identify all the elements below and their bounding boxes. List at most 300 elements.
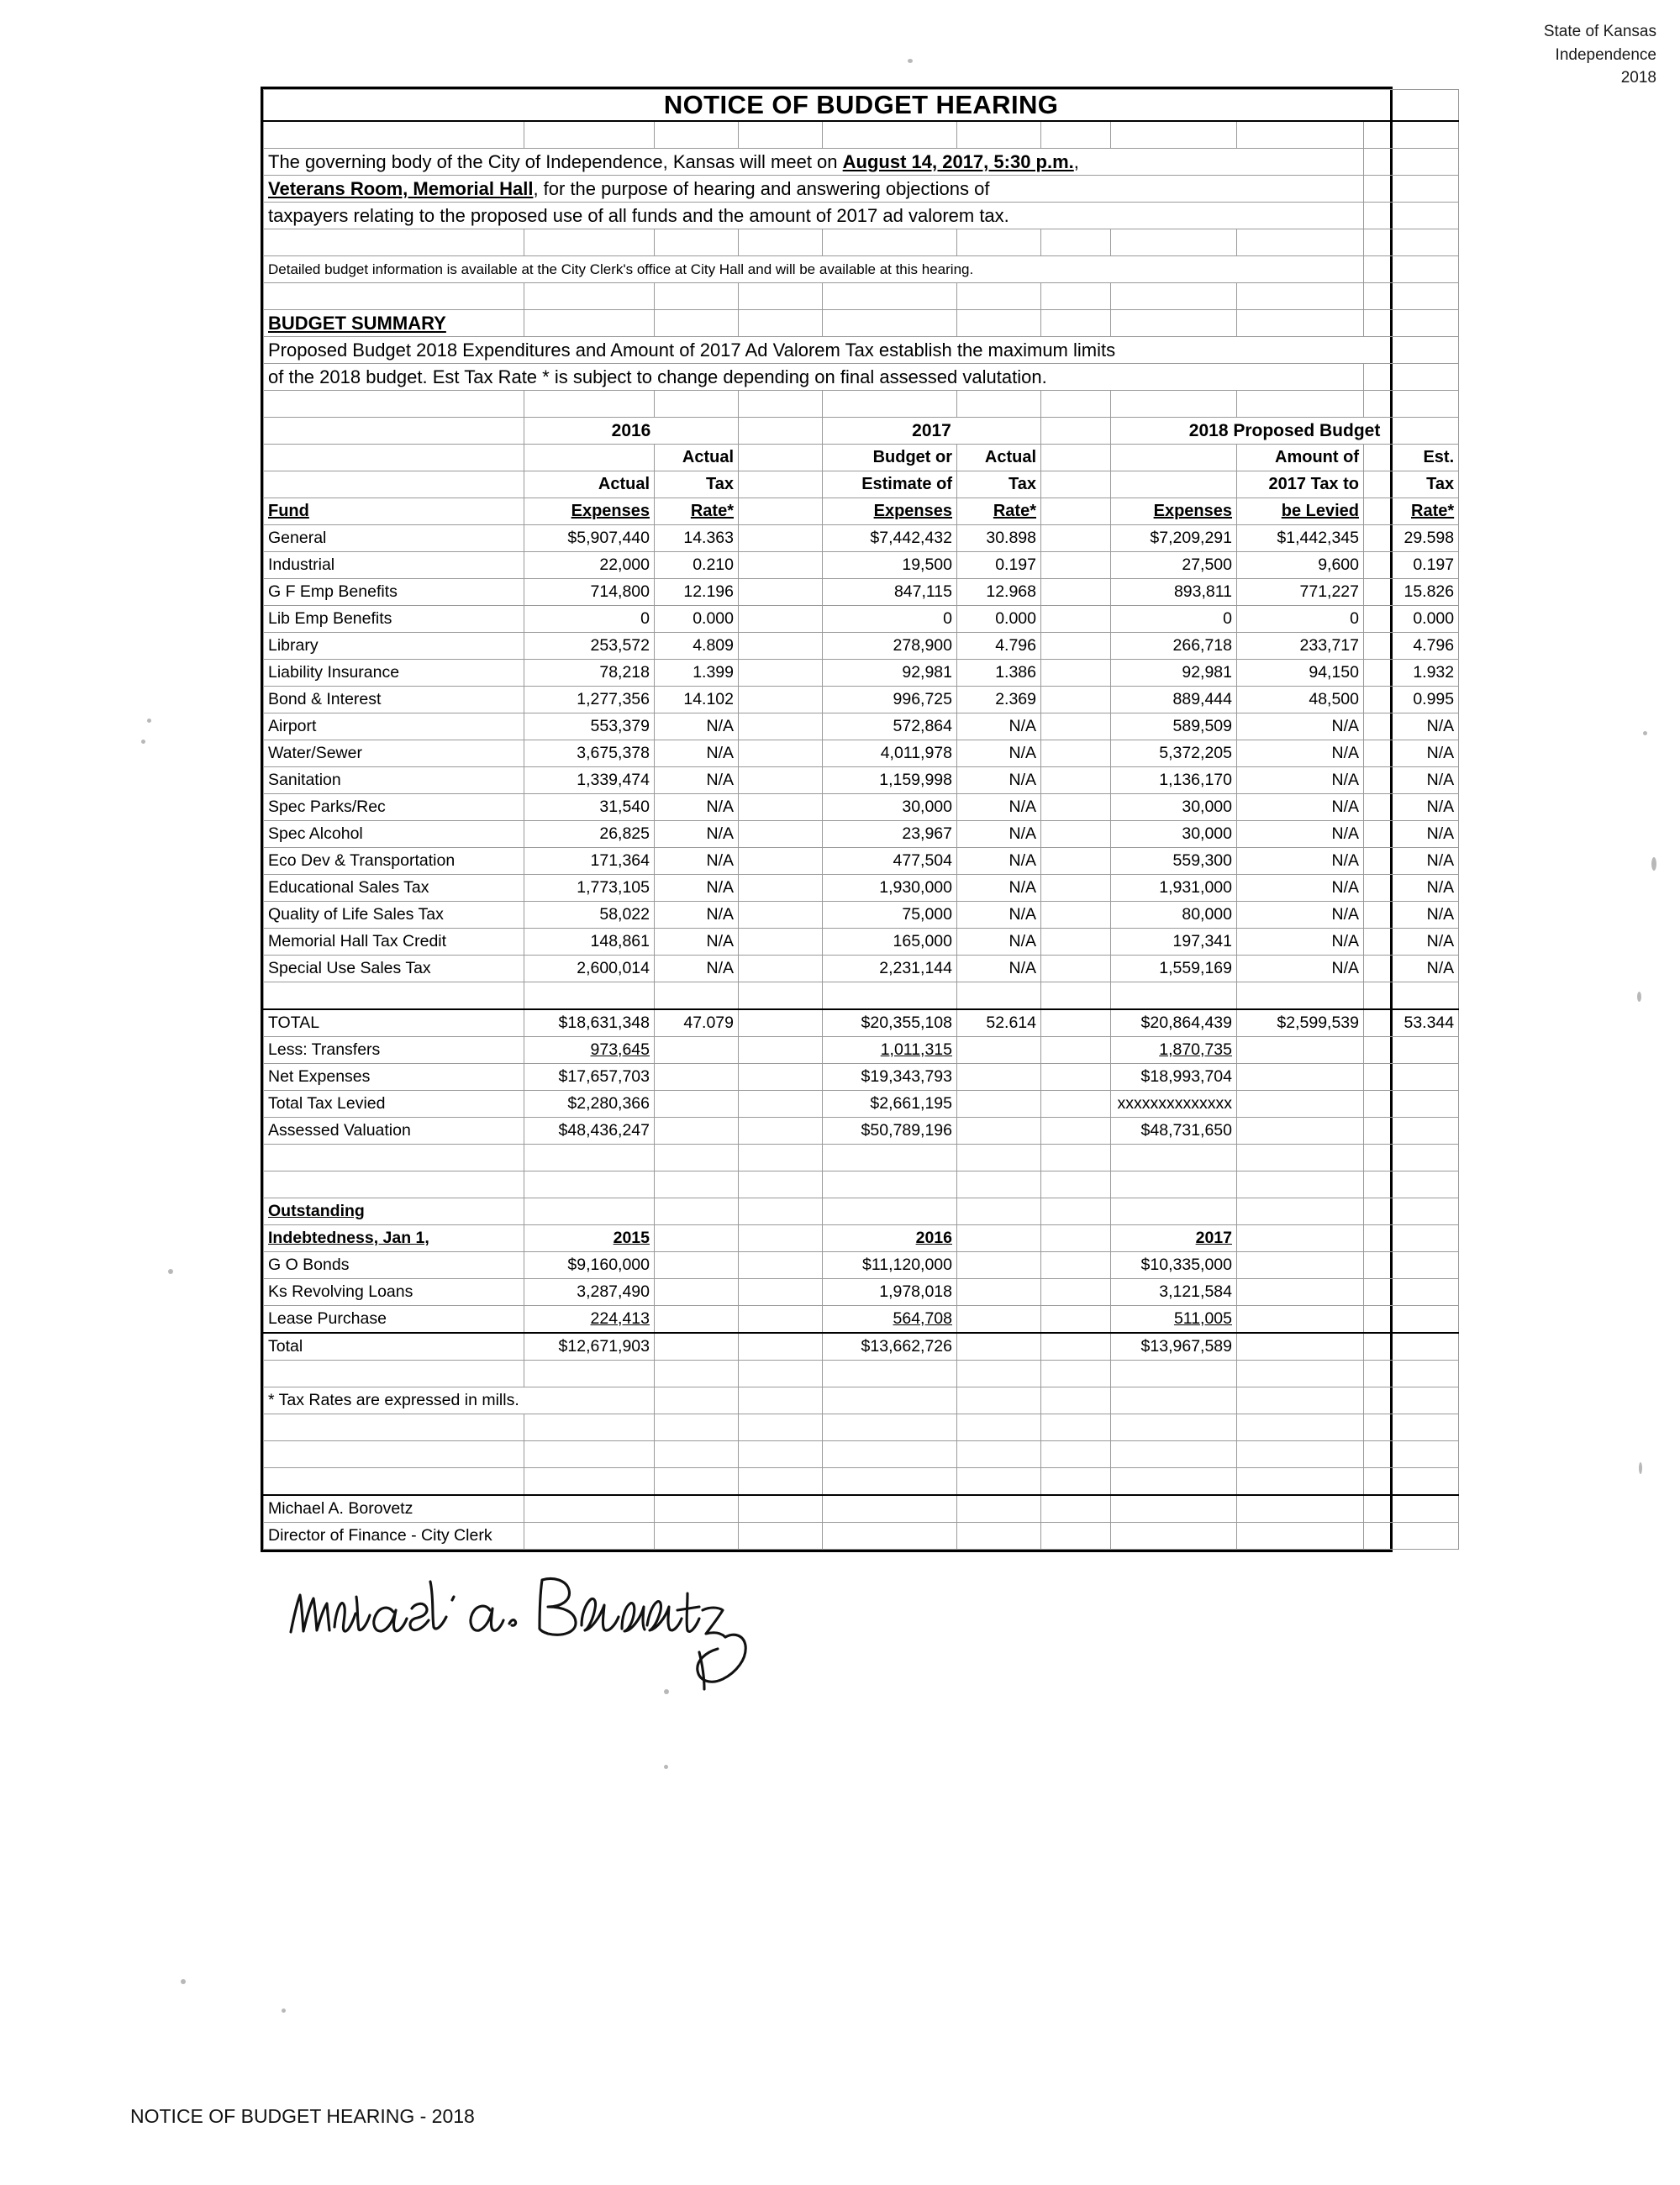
notice-suffix: , [1073, 150, 1079, 172]
cell-blank [1041, 794, 1111, 821]
cell-blank [524, 1145, 655, 1171]
cell-blank [655, 1523, 739, 1550]
cell-blank [264, 1171, 524, 1198]
group-header-2016: 2016 [524, 418, 739, 445]
footnote-row [264, 1387, 1459, 1414]
group-header-2017: 2017 [823, 418, 1041, 445]
totals-2017-expenses: $20,355,108 [823, 1009, 957, 1037]
cell-blank [739, 1009, 823, 1037]
fund-2017-expenses: 165,000 [823, 929, 957, 956]
cell-blank [264, 445, 524, 471]
cell-blank [1041, 956, 1111, 982]
fund-name: G F Emp Benefits [264, 579, 524, 606]
cell-blank [1237, 1252, 1364, 1279]
cell-blank [1041, 1333, 1111, 1361]
budget-summary-line-2-row [264, 364, 1459, 391]
cell-blank [1237, 1361, 1364, 1387]
budget-summary-heading-row [264, 310, 1459, 337]
cell-blank [957, 982, 1041, 1010]
fund-2017-expenses: 477,504 [823, 848, 957, 875]
totals-2018-expenses: $48,731,650 [1111, 1118, 1237, 1145]
signer-name-row [264, 1495, 1459, 1523]
fund-name: Airport [264, 713, 524, 740]
cell-blank [1364, 1333, 1459, 1361]
fund-name: Eco Dev & Transportation [264, 848, 524, 875]
fund-2018-expenses: 92,981 [1111, 660, 1237, 687]
cell-blank [1237, 1387, 1364, 1414]
header-levy-l1: Amount of [1237, 445, 1364, 471]
cell-blank [1041, 1198, 1111, 1225]
cell-blank [957, 1198, 1041, 1225]
cell-blank [739, 1198, 823, 1225]
fund-amount-to-be-levied: 771,227 [1237, 579, 1364, 606]
cell-blank [957, 121, 1041, 149]
cell-blank [1041, 229, 1111, 256]
spacer-row [264, 1145, 1459, 1171]
fund-2017-tax-rate: N/A [957, 713, 1041, 740]
cell-blank [264, 1361, 524, 1387]
fund-amount-to-be-levied: N/A [1237, 902, 1364, 929]
fund-2016-expenses: 31,540 [524, 794, 655, 821]
cell-blank [1111, 391, 1237, 418]
table-row [264, 929, 1459, 956]
fund-2016-expenses: 553,379 [524, 713, 655, 740]
cell-blank [1111, 1145, 1237, 1171]
header-2018-rate: Rate* [1364, 498, 1459, 525]
cell-blank [1041, 1145, 1111, 1171]
cell-blank [524, 1468, 655, 1496]
cell-blank [655, 1306, 739, 1334]
column-header-row-2 [264, 471, 1459, 498]
notice-line-1-row [264, 149, 1459, 176]
fund-name: Sanitation [264, 767, 524, 794]
fund-2018-tax-rate: N/A [1364, 740, 1459, 767]
notice-line-3-row [264, 203, 1459, 229]
scan-speckle [664, 1765, 668, 1769]
cell-blank [524, 229, 655, 256]
totals-2018-expenses: 1,870,735 [1111, 1037, 1237, 1064]
budget-notice-table [263, 89, 1459, 1550]
totals-2018-tax-rate [1364, 1064, 1459, 1091]
cell-blank [1111, 1387, 1237, 1414]
fund-2018-expenses: 893,811 [1111, 579, 1237, 606]
fund-2017-expenses: 23,967 [823, 821, 957, 848]
cell-blank [1364, 391, 1459, 418]
fund-2017-expenses: 278,900 [823, 633, 957, 660]
spacer-row [264, 229, 1459, 256]
cell-blank [739, 929, 823, 956]
cell-blank [1041, 1171, 1111, 1198]
cell-blank [1041, 121, 1111, 149]
cell-blank [524, 283, 655, 310]
fund-amount-to-be-levied: 48,500 [1237, 687, 1364, 713]
cell-blank [1041, 445, 1111, 471]
fund-name: Educational Sales Tax [264, 875, 524, 902]
page-title: NOTICE OF BUDGET HEARING [264, 90, 1459, 122]
cell-blank [1041, 1306, 1111, 1334]
table-row [264, 552, 1459, 579]
cell-blank [739, 1523, 823, 1550]
totals-group [264, 1009, 1459, 1145]
fund-amount-to-be-levied: N/A [1237, 821, 1364, 848]
fund-2018-expenses: 1,559,169 [1111, 956, 1237, 982]
cell-blank [655, 310, 739, 337]
cell-blank [739, 1064, 823, 1091]
cell-blank [1364, 1198, 1459, 1225]
cell-blank [524, 310, 655, 337]
cell-blank [1111, 1441, 1237, 1468]
totals-2016-tax-rate [655, 1037, 739, 1064]
cell-blank [739, 418, 823, 445]
fund-2017-tax-rate: N/A [957, 794, 1041, 821]
fund-2018-expenses: 589,509 [1111, 713, 1237, 740]
fund-2016-expenses: 26,825 [524, 821, 655, 848]
handwritten-signature [286, 1545, 756, 1692]
cell-blank [1364, 1387, 1459, 1414]
cell-blank [264, 229, 524, 256]
cell-blank [823, 283, 957, 310]
totals-2018-expenses: xxxxxxxxxxxxxx [1111, 1091, 1237, 1118]
cell-blank [1237, 1495, 1364, 1523]
budget-summary-line-2: of the 2018 budget. Est Tax Rate * is subject to change depending on final assessed valutation. [264, 364, 1364, 391]
header-2016-rate-l2: Tax [655, 471, 739, 498]
totals-label: TOTAL [264, 1009, 524, 1037]
totals-2017-tax-rate [957, 1091, 1041, 1118]
cell-blank [1111, 1495, 1237, 1523]
cell-blank [1041, 1468, 1111, 1496]
cell-blank [957, 1414, 1041, 1441]
totals-2017-tax-rate [957, 1064, 1041, 1091]
cell-blank [739, 1468, 823, 1496]
cell-blank [739, 525, 823, 552]
cell-blank [264, 121, 524, 149]
scan-speckle [1651, 857, 1656, 871]
header-2017-rate-l2: Tax [957, 471, 1041, 498]
cell-blank [739, 794, 823, 821]
cell-blank [1041, 1414, 1111, 1441]
totals-2017-expenses: $50,789,196 [823, 1118, 957, 1145]
cell-blank [1111, 1468, 1237, 1496]
fund-2016-expenses: 1,277,356 [524, 687, 655, 713]
cell-blank [1111, 982, 1237, 1010]
cell-blank [1041, 633, 1111, 660]
scan-speckle [1643, 731, 1647, 735]
fund-2016-tax-rate: 0.210 [655, 552, 739, 579]
fund-2016-expenses: 1,339,474 [524, 767, 655, 794]
totals-2017-tax-rate [957, 1118, 1041, 1145]
indebtedness-2015-value: $12,671,903 [524, 1333, 655, 1361]
fund-2018-tax-rate: N/A [1364, 956, 1459, 982]
title-row [264, 90, 1459, 122]
cell-blank [524, 391, 655, 418]
cell-blank [1364, 229, 1459, 256]
indebtedness-2016-value: 564,708 [823, 1306, 957, 1334]
cell-blank [1041, 310, 1111, 337]
totals-label: Assessed Valuation [264, 1118, 524, 1145]
fund-2017-tax-rate: 12.968 [957, 579, 1041, 606]
header-2016-expenses: Expenses [524, 498, 655, 525]
fund-2016-tax-rate: N/A [655, 875, 739, 902]
cell-blank [1111, 310, 1237, 337]
fund-2016-expenses: 78,218 [524, 660, 655, 687]
cell-blank [655, 1225, 739, 1252]
cell-blank [1111, 1198, 1237, 1225]
cell-blank [1041, 498, 1111, 525]
fund-2017-expenses: 1,930,000 [823, 875, 957, 902]
cell-blank [524, 1495, 655, 1523]
fund-2017-tax-rate: N/A [957, 767, 1041, 794]
fund-2018-expenses: 889,444 [1111, 687, 1237, 713]
indebtedness-year-2015: 2015 [524, 1225, 655, 1252]
totals-2018-tax-rate [1364, 1037, 1459, 1064]
table-row [264, 713, 1459, 740]
fund-2018-tax-rate: N/A [1364, 848, 1459, 875]
cell-blank [1364, 203, 1459, 229]
cell-blank [1041, 391, 1111, 418]
totals-2017-expenses: $19,343,793 [823, 1064, 957, 1091]
cell-blank [655, 1171, 739, 1198]
cell-blank [1364, 1225, 1459, 1252]
cell-blank [1364, 1414, 1459, 1441]
cell-blank [1364, 1306, 1459, 1334]
fund-2018-tax-rate: 1.932 [1364, 660, 1459, 687]
fund-2018-expenses: 1,136,170 [1111, 767, 1237, 794]
cell-blank [739, 1145, 823, 1171]
totals-row [264, 1091, 1459, 1118]
cell-blank [524, 1171, 655, 1198]
fund-name: General [264, 525, 524, 552]
indebtedness-2016-value: $13,662,726 [823, 1333, 957, 1361]
signer-title: Director of Finance - City Clerk [264, 1523, 524, 1550]
cell-blank [655, 982, 739, 1010]
cell-blank [1237, 1441, 1364, 1468]
fund-name: Library [264, 633, 524, 660]
fund-2016-tax-rate: N/A [655, 848, 739, 875]
indebtedness-row [264, 1279, 1459, 1306]
cell-blank [264, 471, 524, 498]
cell-blank [1237, 1523, 1364, 1550]
indebtedness-label: Indebtedness, Jan 1, [264, 1225, 524, 1252]
fund-2018-expenses: 30,000 [1111, 794, 1237, 821]
cell-blank [823, 1441, 957, 1468]
fund-2018-expenses: 0 [1111, 606, 1237, 633]
cell-blank [823, 1171, 957, 1198]
cell-blank [524, 1414, 655, 1441]
cell-blank [823, 1361, 957, 1387]
fund-amount-to-be-levied: N/A [1237, 929, 1364, 956]
cell-blank [957, 1361, 1041, 1387]
fund-2018-expenses: 80,000 [1111, 902, 1237, 929]
fund-2017-expenses: 75,000 [823, 902, 957, 929]
cell-blank [1364, 1468, 1459, 1496]
cell-blank [1111, 283, 1237, 310]
table-row [264, 633, 1459, 660]
fund-2017-tax-rate: N/A [957, 740, 1041, 767]
fund-2016-tax-rate: 4.809 [655, 633, 739, 660]
fund-amount-to-be-levied: N/A [1237, 956, 1364, 982]
table-row [264, 579, 1459, 606]
fund-2018-tax-rate: N/A [1364, 794, 1459, 821]
fund-2017-tax-rate: 0.197 [957, 552, 1041, 579]
totals-2018-tax-rate [1364, 1091, 1459, 1118]
indebtedness-row [264, 1333, 1459, 1361]
cell-blank [524, 1523, 655, 1550]
fund-amount-to-be-levied: N/A [1237, 794, 1364, 821]
fund-2017-tax-rate: N/A [957, 929, 1041, 956]
scan-speckle [141, 740, 145, 744]
cell-blank [739, 767, 823, 794]
spacer-row [264, 1171, 1459, 1198]
cell-blank [1111, 1523, 1237, 1550]
indebtedness-2017-value: 3,121,584 [1111, 1279, 1237, 1306]
fund-2016-expenses: 148,861 [524, 929, 655, 956]
cell-blank [739, 982, 823, 1010]
fund-amount-to-be-levied: N/A [1237, 875, 1364, 902]
budget-summary-line-1-row [264, 337, 1459, 364]
totals-2016-expenses: 973,645 [524, 1037, 655, 1064]
totals-2017-expenses: 1,011,315 [823, 1037, 957, 1064]
cell-blank [957, 1279, 1041, 1306]
cell-blank [739, 121, 823, 149]
notice-line-1 [264, 149, 1364, 176]
cell-blank [1237, 1279, 1364, 1306]
cell-blank [739, 1306, 823, 1334]
fund-2016-tax-rate: N/A [655, 821, 739, 848]
fund-2018-tax-rate: N/A [1364, 929, 1459, 956]
budget-summary-heading: BUDGET SUMMARY [264, 310, 524, 337]
fund-2018-tax-rate: N/A [1364, 902, 1459, 929]
scan-speckle [1637, 992, 1641, 1002]
cell-blank [524, 445, 655, 471]
cell-blank [1041, 418, 1111, 445]
indebtedness-row [264, 1252, 1459, 1279]
cell-blank [264, 283, 524, 310]
cell-blank [1111, 1414, 1237, 1441]
fund-2016-expenses: 0 [524, 606, 655, 633]
totals-row [264, 1118, 1459, 1145]
column-header-row-3 [264, 498, 1459, 525]
fund-amount-to-be-levied: 9,600 [1237, 552, 1364, 579]
fund-2018-expenses: $7,209,291 [1111, 525, 1237, 552]
cell-blank [957, 1387, 1041, 1414]
totals-2016-expenses: $48,436,247 [524, 1118, 655, 1145]
fund-amount-to-be-levied: 233,717 [1237, 633, 1364, 660]
fund-name: Spec Parks/Rec [264, 794, 524, 821]
indebtedness-header-row [264, 1225, 1459, 1252]
fund-2017-expenses: 0 [823, 606, 957, 633]
fund-name: Quality of Life Sales Tax [264, 902, 524, 929]
fund-2018-expenses: 27,500 [1111, 552, 1237, 579]
fund-2016-tax-rate: 14.363 [655, 525, 739, 552]
cell-blank [264, 391, 524, 418]
cell-blank [1041, 1279, 1111, 1306]
fund-2018-expenses: 30,000 [1111, 821, 1237, 848]
cell-blank [1364, 1441, 1459, 1468]
fund-2017-expenses: 19,500 [823, 552, 957, 579]
fund-2017-expenses: 2,231,144 [823, 956, 957, 982]
stamp-line-year: 2018 [1620, 69, 1656, 87]
cell-blank [739, 1495, 823, 1523]
cell-blank [739, 606, 823, 633]
fund-2017-tax-rate: N/A [957, 821, 1041, 848]
cell-blank [1041, 713, 1111, 740]
fund-name: Special Use Sales Tax [264, 956, 524, 982]
fund-name: Water/Sewer [264, 740, 524, 767]
cell-blank [823, 982, 957, 1010]
cell-blank [1111, 1361, 1237, 1387]
cell-blank [1364, 1145, 1459, 1171]
cell-blank [655, 1145, 739, 1171]
cell-blank [823, 1414, 957, 1441]
cell-blank [957, 1306, 1041, 1334]
fund-2018-tax-rate: 29.598 [1364, 525, 1459, 552]
header-2016-rate-l1: Actual [655, 445, 739, 471]
indebtedness-2017-value: $10,335,000 [1111, 1252, 1237, 1279]
cell-blank [1041, 552, 1111, 579]
cell-blank [1364, 1361, 1459, 1387]
detail-availability-line: Detailed budget information is available at the City Clerk's office at City Hall and will be available at this hearing. [264, 256, 1364, 283]
cell-blank [739, 1252, 823, 1279]
cell-blank [957, 1441, 1041, 1468]
cell-blank [823, 1198, 957, 1225]
spacer-row [264, 1414, 1459, 1441]
header-2016-exp-l2: Actual [524, 471, 655, 498]
table-row [264, 848, 1459, 875]
cell-blank [1041, 1009, 1111, 1037]
cell-blank [1041, 1495, 1111, 1523]
cell-blank [739, 1225, 823, 1252]
cell-blank [524, 1441, 655, 1468]
fund-2018-tax-rate: N/A [1364, 767, 1459, 794]
header-2017-expenses: Expenses [823, 498, 957, 525]
fund-2016-tax-rate: 12.196 [655, 579, 739, 606]
header-2018-rate-l1: Est. [1364, 445, 1459, 471]
cell-blank [957, 1252, 1041, 1279]
cell-blank [957, 283, 1041, 310]
cell-blank [524, 1361, 655, 1387]
cell-blank [823, 1145, 957, 1171]
cell-blank [739, 1279, 823, 1306]
fund-2018-expenses: 1,931,000 [1111, 875, 1237, 902]
fund-2017-expenses: 996,725 [823, 687, 957, 713]
cell-blank [524, 982, 655, 1010]
fund-2016-tax-rate: N/A [655, 740, 739, 767]
fund-2016-expenses: 58,022 [524, 902, 655, 929]
cell-blank [655, 1333, 739, 1361]
cell-blank [1111, 229, 1237, 256]
signer-name: Michael A. Borovetz [264, 1495, 524, 1523]
indebtedness-label: Lease Purchase [264, 1306, 524, 1334]
totals-label: Total Tax Levied [264, 1091, 524, 1118]
fund-amount-to-be-levied: 0 [1237, 606, 1364, 633]
fund-2016-expenses: 171,364 [524, 848, 655, 875]
fund-2017-tax-rate: 2.369 [957, 687, 1041, 713]
totals-2016-expenses: $17,657,703 [524, 1064, 655, 1091]
signature-area [264, 1468, 524, 1496]
fund-2018-tax-rate: 0.995 [1364, 687, 1459, 713]
cell-blank [1041, 1064, 1111, 1091]
cell-blank [655, 391, 739, 418]
table-row [264, 821, 1459, 848]
fund-2017-expenses: 4,011,978 [823, 740, 957, 767]
totals-amount-to-be-levied [1237, 1091, 1364, 1118]
fund-2017-tax-rate: 30.898 [957, 525, 1041, 552]
cell-blank [739, 471, 823, 498]
header-fund: Fund [264, 498, 524, 525]
fund-2016-tax-rate: N/A [655, 929, 739, 956]
cell-blank [1364, 176, 1459, 203]
cell-blank [739, 821, 823, 848]
